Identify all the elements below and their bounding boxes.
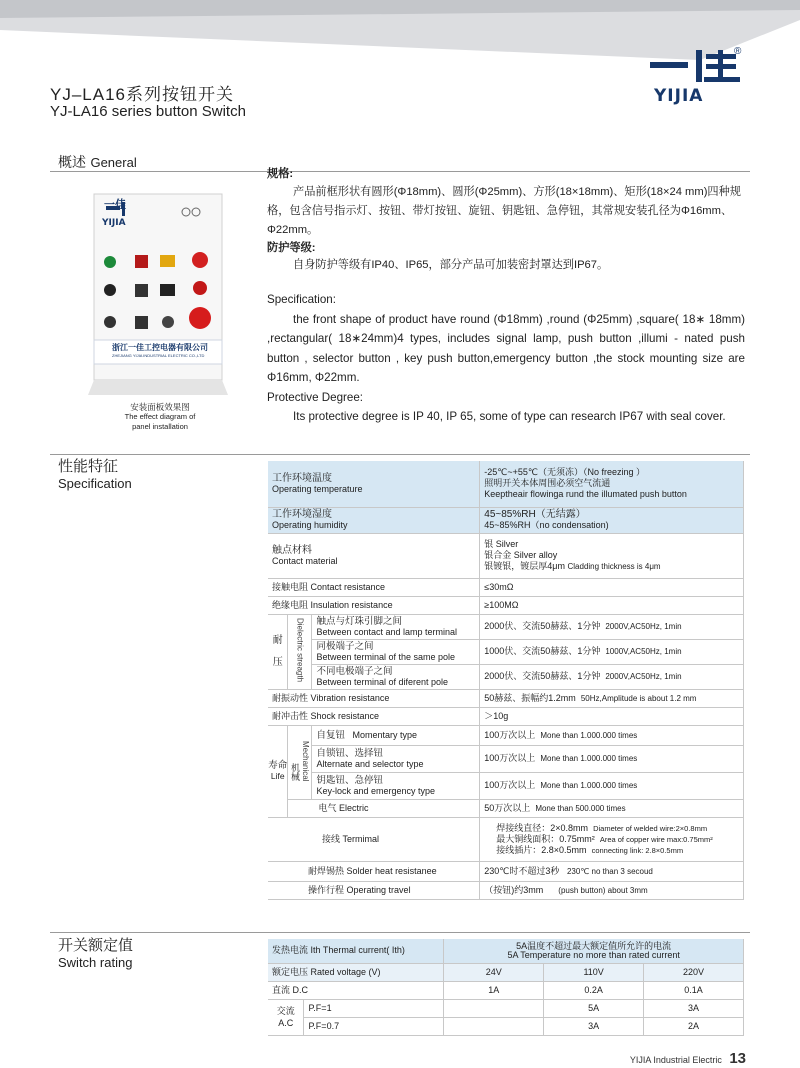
footer: [600, 1050, 746, 1068]
life-elec-value-cn: 50万次以上: [484, 802, 531, 813]
life-elec-value: [480, 799, 744, 817]
vib-label: [268, 689, 480, 707]
wiring-label: [268, 817, 480, 861]
life-item-2: [312, 745, 480, 772]
rating-heading: [58, 937, 133, 971]
table-row: [268, 507, 744, 533]
table-row: [268, 707, 744, 725]
life-value-2-cn: 100万次以上: [484, 753, 536, 763]
voltage-110: 110V: [544, 963, 644, 981]
panel-company-en: ZHEJIANG YIJIA INDUSTRIAL ELECTRIC CO.,LTD: [112, 353, 205, 358]
wiring-line-2: [496, 834, 739, 845]
protect-label-en: Protective Degree:: [267, 390, 364, 404]
contact-v3b: Cladding thickness is 4μm: [567, 562, 661, 571]
thermal-value-cn: 5A温度不超过最大额定值所允许的电流: [516, 940, 672, 951]
brand-logo: [648, 48, 748, 108]
panel-logo-cn: 一佳: [104, 198, 126, 211]
dielectric-value-1-en: 2000V,AC50Hz, 1min: [605, 622, 682, 631]
temp-v1: -25℃~+55℃（无须冻）（No freezing ）: [484, 467, 646, 478]
travel-value-cn: （按钮)约3mm: [484, 884, 544, 895]
humid-value: [480, 507, 744, 533]
logo-text: YIJIA: [654, 86, 704, 106]
panel-logo-en: YIJIA: [102, 218, 126, 228]
travel-label-en: Operating travel: [346, 884, 411, 895]
table-row: [268, 772, 744, 799]
panel-caption: [100, 402, 220, 432]
page-title-en: YJ-LA16 series button Switch: [50, 103, 246, 120]
dielectric-group-cn: 耐压: [268, 614, 288, 689]
life-value-3-cn: 100万次以上: [484, 780, 536, 790]
table-row: [268, 981, 744, 999]
dielectric-item-3: [312, 664, 480, 689]
solder-value-en: 230℃ no than 3 secoud: [566, 866, 653, 876]
life-elec: [288, 799, 480, 817]
dielectric-item-2: [312, 639, 480, 664]
dielectric-value-2: [480, 639, 744, 664]
humid-label: [268, 507, 480, 533]
spec-label-en: Specification:: [267, 293, 336, 306]
life-item-2-en: Alternate and selector type: [316, 758, 424, 769]
voltage-label: 额定电压 Rated voltage (V): [268, 963, 444, 981]
solder-label: [268, 861, 480, 881]
page-number: 13: [729, 1050, 746, 1067]
contact-v3-line: [484, 561, 739, 572]
table-row: [268, 817, 744, 861]
life-elec-cn: 电气: [318, 802, 337, 813]
spec-text-cn: 产品前框形状有圆形(Φ18mm)、圆形(Φ25mm)、方形(18×18mm)、矩形(18×24 mm)四种规格，包含信号指示灯、按钮、带灯按钮、旋钮、钥匙钮、急停钮，其常规安装孔径为Φ16mm、 Φ22mm。: [267, 186, 741, 236]
ac-label: [268, 999, 304, 1035]
panel-caption-en-1: The effect diagram of: [124, 412, 196, 421]
vib-value-en: 50Hz,Amplitude is about 1.2 mm: [580, 693, 697, 703]
life-value-2-en: Mone than 1.000.000 times: [540, 754, 638, 763]
solder-label-en: Solder heat resistanee: [346, 865, 437, 876]
solder-label-cn: 耐焊锡热: [308, 865, 345, 876]
spec-heading-cn: 性能特征: [58, 458, 119, 475]
travel-label: [268, 881, 480, 899]
wiring-l1-en: Diameter of welded wire:2×0.8mm: [593, 823, 708, 833]
life-elec-value-en: Mone than 500.000 times: [535, 803, 626, 813]
rating-table: [268, 939, 744, 1036]
travel-value: [480, 881, 744, 899]
logo-mark-icon: [648, 48, 748, 84]
panel-company-cn: 浙江一佳工控电器有限公司: [112, 343, 208, 352]
resist-value: ≤30mΩ: [480, 578, 744, 596]
insul-label-en: Insulation resistance: [310, 599, 393, 610]
table-row: [268, 689, 744, 707]
humid-label-cn: 工作环境湿度: [272, 509, 332, 520]
wiring-label-en: Termimal: [342, 833, 380, 844]
table-row: [268, 799, 744, 817]
temp-label-cn: 工作环境温度: [272, 472, 332, 484]
dc-value-220: 0.1A: [644, 981, 744, 999]
wiring-value: [480, 817, 744, 861]
life-item-1-cn: 自复钮: [316, 729, 345, 741]
thermal-label: 发热电流 Ith Thermal current( Ith): [268, 939, 444, 963]
protect-text-en: Its protective degree is IP 40, IP 65, some of type can research IP67 with seal cover.: [293, 410, 726, 423]
thermal-value-en: 5A Temperature no more than rated current: [507, 949, 680, 960]
life-item-3-cn: 钥匙钮、急停钮: [316, 774, 383, 786]
temp-value: [480, 461, 744, 507]
spec-rule: [50, 454, 750, 455]
table-row: [268, 639, 744, 664]
travel-value-en: (push button) about 3mm: [558, 885, 648, 895]
general-heading-cn: 概述: [58, 154, 86, 170]
wiring-l2-en: Area of copper wire max:0.75mm²: [599, 834, 713, 844]
dielectric-value-2-en: 1000V,AC50Hz, 1min: [605, 647, 682, 656]
rating-rule: [50, 932, 750, 933]
humid-v1: 45~85%RH（无结露）: [484, 509, 586, 520]
vib-value: [480, 689, 744, 707]
resist-label-cn: 接触电阻: [272, 581, 309, 592]
spec-table: [268, 461, 744, 900]
wiring-line-3: [496, 845, 739, 856]
footer-text: YIJIA Industrial Electric: [629, 1055, 722, 1065]
ac-label-cn: 交流: [276, 1006, 295, 1016]
temp-v2: 照明开关本体周围必须空气流通: [484, 478, 611, 489]
spec-label-cn: 规格:: [267, 168, 294, 180]
pf07-label: P.F=0.7: [304, 1017, 444, 1035]
life-value-1: [480, 725, 744, 745]
life-mech-cn: 机械: [289, 763, 300, 782]
vib-label-en: Vibration resistance: [310, 692, 390, 703]
table-row: [268, 1017, 744, 1035]
table-row: [268, 664, 744, 689]
travel-label-cn: 操作行程: [308, 884, 345, 895]
table-row: [268, 963, 744, 981]
registered-mark: ®: [734, 46, 742, 57]
dielectric-item-1-en: Between contact and lamp terminal: [316, 626, 458, 637]
temp-label: [268, 461, 480, 507]
solder-value: [480, 861, 744, 881]
contact-v3: 银镀银，镀层厚4μm: [484, 561, 565, 571]
insul-label: [268, 596, 480, 614]
resist-label-en: Contact resistance: [310, 581, 386, 592]
rating-heading-cn: 开关额定值: [58, 937, 134, 954]
contact-v1: 银 Silver: [484, 539, 519, 549]
contact-label-cn: 触点材料: [272, 544, 312, 556]
table-row: [268, 596, 744, 614]
dielectric-value-1: [480, 614, 744, 639]
table-row: [268, 881, 744, 899]
shock-value: ＞10g: [480, 707, 744, 725]
pf1-value-24: [444, 999, 544, 1017]
dielectric-value-3-cn: 2000伏、交流50赫兹、1分钟: [484, 671, 601, 681]
voltage-24: 24V: [444, 963, 544, 981]
table-row: [268, 578, 744, 596]
voltage-220: 220V: [644, 963, 744, 981]
wiring-l3-en: connecting link: 2.8×0.5mm: [591, 845, 684, 855]
insul-label-cn: 绝缘电阻: [272, 599, 309, 610]
spec-text-en: the front shape of product have round (Φ18mm) ,round (Φ25mm) ,square( 18∗ 18mm) ,rectangular( 18∗24mm)4 types, includes signal lamp, push button ,illumi - nated push button , selector button , key push button,emergency button ,the stock mounting size are Φ16mm, Φ22mm.: [267, 312, 745, 384]
insul-value: ≥100MΩ: [480, 596, 744, 614]
page-title-cn: YJ–LA16系列按钮开关: [50, 85, 234, 104]
protect-label-cn: 防护等级:: [267, 242, 316, 254]
pf1-label: P.F=1: [304, 999, 444, 1017]
dielectric-value-3-en: 2000V,AC50Hz, 1min: [605, 672, 682, 681]
ac-label-en: A.C: [278, 1018, 294, 1028]
general-heading: [58, 152, 137, 172]
spec-heading-en: Specification: [58, 476, 132, 491]
dc-value-24: 1A: [444, 981, 544, 999]
contact-label: [268, 533, 480, 578]
pf1-value-110: 5A: [544, 999, 644, 1017]
temp-label-en: Operating temperature: [272, 483, 363, 494]
shock-label: [268, 707, 480, 725]
wiring-label-cn: 接线: [322, 833, 341, 844]
humid-label-en: Operating humidity: [272, 520, 348, 530]
table-row: [268, 533, 744, 578]
general-heading-en: General: [90, 155, 137, 170]
dielectric-item-2-cn: 同极端子之间: [316, 640, 374, 652]
life-item-2-cn: 自锁钮、选择钮: [316, 747, 383, 759]
pf07-value-24: [444, 1017, 544, 1035]
dielectric-value-3: [480, 664, 744, 689]
table-row: [268, 939, 744, 963]
protect-text-cn: 自身防护等级有IP40、IP65，部分产品可加装密封罩达到IP67。: [293, 259, 609, 271]
dielectric-item-1: [312, 614, 480, 639]
rating-heading-en: Switch rating: [58, 955, 133, 970]
life-value-3: [480, 772, 744, 799]
dielectric-value-1-cn: 2000伏、交流50赫兹、1分钟: [484, 621, 601, 631]
table-row: [268, 745, 744, 772]
contact-v2: 银合金 Silver alloy: [484, 550, 558, 560]
life-value-1-en: Mone than 1.000.000 times: [540, 730, 638, 740]
shock-label-en: Shock resistance: [310, 710, 380, 721]
general-text: [267, 166, 745, 427]
pf07-value-110: 3A: [544, 1017, 644, 1035]
life-group-en: Life: [270, 771, 285, 781]
table-row: [268, 461, 744, 507]
life-value-1-cn: 100万次以上: [484, 729, 536, 740]
pf07-value-220: 2A: [644, 1017, 744, 1035]
temp-v3: Keeptheair flowinga rund the illumated push button: [484, 489, 687, 500]
wiring-l3-cn: 接线插片：2.8×0.5mm: [496, 844, 587, 855]
humid-v2: 45~85%RH（no condensation): [484, 520, 609, 530]
life-mech-cell: [288, 725, 312, 799]
vib-label-cn: 耐振动性: [272, 692, 309, 703]
dielectric-value-2-cn: 1000伏、交流50赫兹、1分钟: [484, 646, 601, 656]
dielectric-item-2-en: Between terminal of the same pole: [316, 651, 456, 662]
resist-label: [268, 578, 480, 596]
life-item-1-en: Momentary type: [352, 729, 418, 740]
shock-label-cn: 耐冲击性: [272, 710, 309, 721]
contact-label-en: Contact material: [272, 555, 338, 566]
table-row: [268, 861, 744, 881]
dielectric-item-1-cn: 触点与灯珠引脚之间: [316, 615, 402, 627]
wiring-l1-cn: 焊接线直径：2×0.8mm: [496, 822, 589, 833]
table-row: [268, 999, 744, 1017]
life-elec-en: Electric: [339, 802, 369, 813]
life-group-cn: 寿命: [268, 760, 288, 771]
dielectric-group-en-cell: [288, 614, 312, 689]
life-item-1: [312, 725, 480, 745]
dc-value-110: 0.2A: [544, 981, 644, 999]
dielectric-item-3-en: Between terminal of diferent pole: [316, 676, 449, 687]
dielectric-group-en: Dielectric streagth: [295, 617, 305, 683]
dc-label: 直流 D.C: [268, 981, 444, 999]
panel-illustration: [88, 190, 228, 400]
life-value-2: [480, 745, 744, 772]
life-mech-en: Mechanical: [300, 740, 310, 782]
pf1-value-220: 3A: [644, 999, 744, 1017]
spec-heading: [58, 458, 132, 492]
dielectric-item-3-cn: 不同电极端子之间: [316, 665, 393, 677]
table-row: [268, 614, 744, 639]
wiring-line-1: [496, 823, 739, 834]
life-item-3: [312, 772, 480, 799]
contact-value: [480, 533, 744, 578]
wiring-l2-cn: 最大铜线面积：0.75mm²: [496, 833, 595, 844]
panel-caption-en-2: panel installation: [132, 422, 188, 431]
vib-value-cn: 50赫兹、振幅约1.2mm: [484, 692, 576, 703]
panel-caption-cn: 安装面板效果图: [130, 402, 190, 412]
life-group: [268, 725, 288, 817]
life-value-3-en: Mone than 1.000.000 times: [540, 781, 638, 790]
table-row: [268, 725, 744, 745]
life-item-3-en: Key-lock and emergency type: [316, 785, 436, 796]
solder-value-cn: 230℃时不超过3秒: [484, 865, 560, 876]
thermal-value: [444, 939, 744, 963]
